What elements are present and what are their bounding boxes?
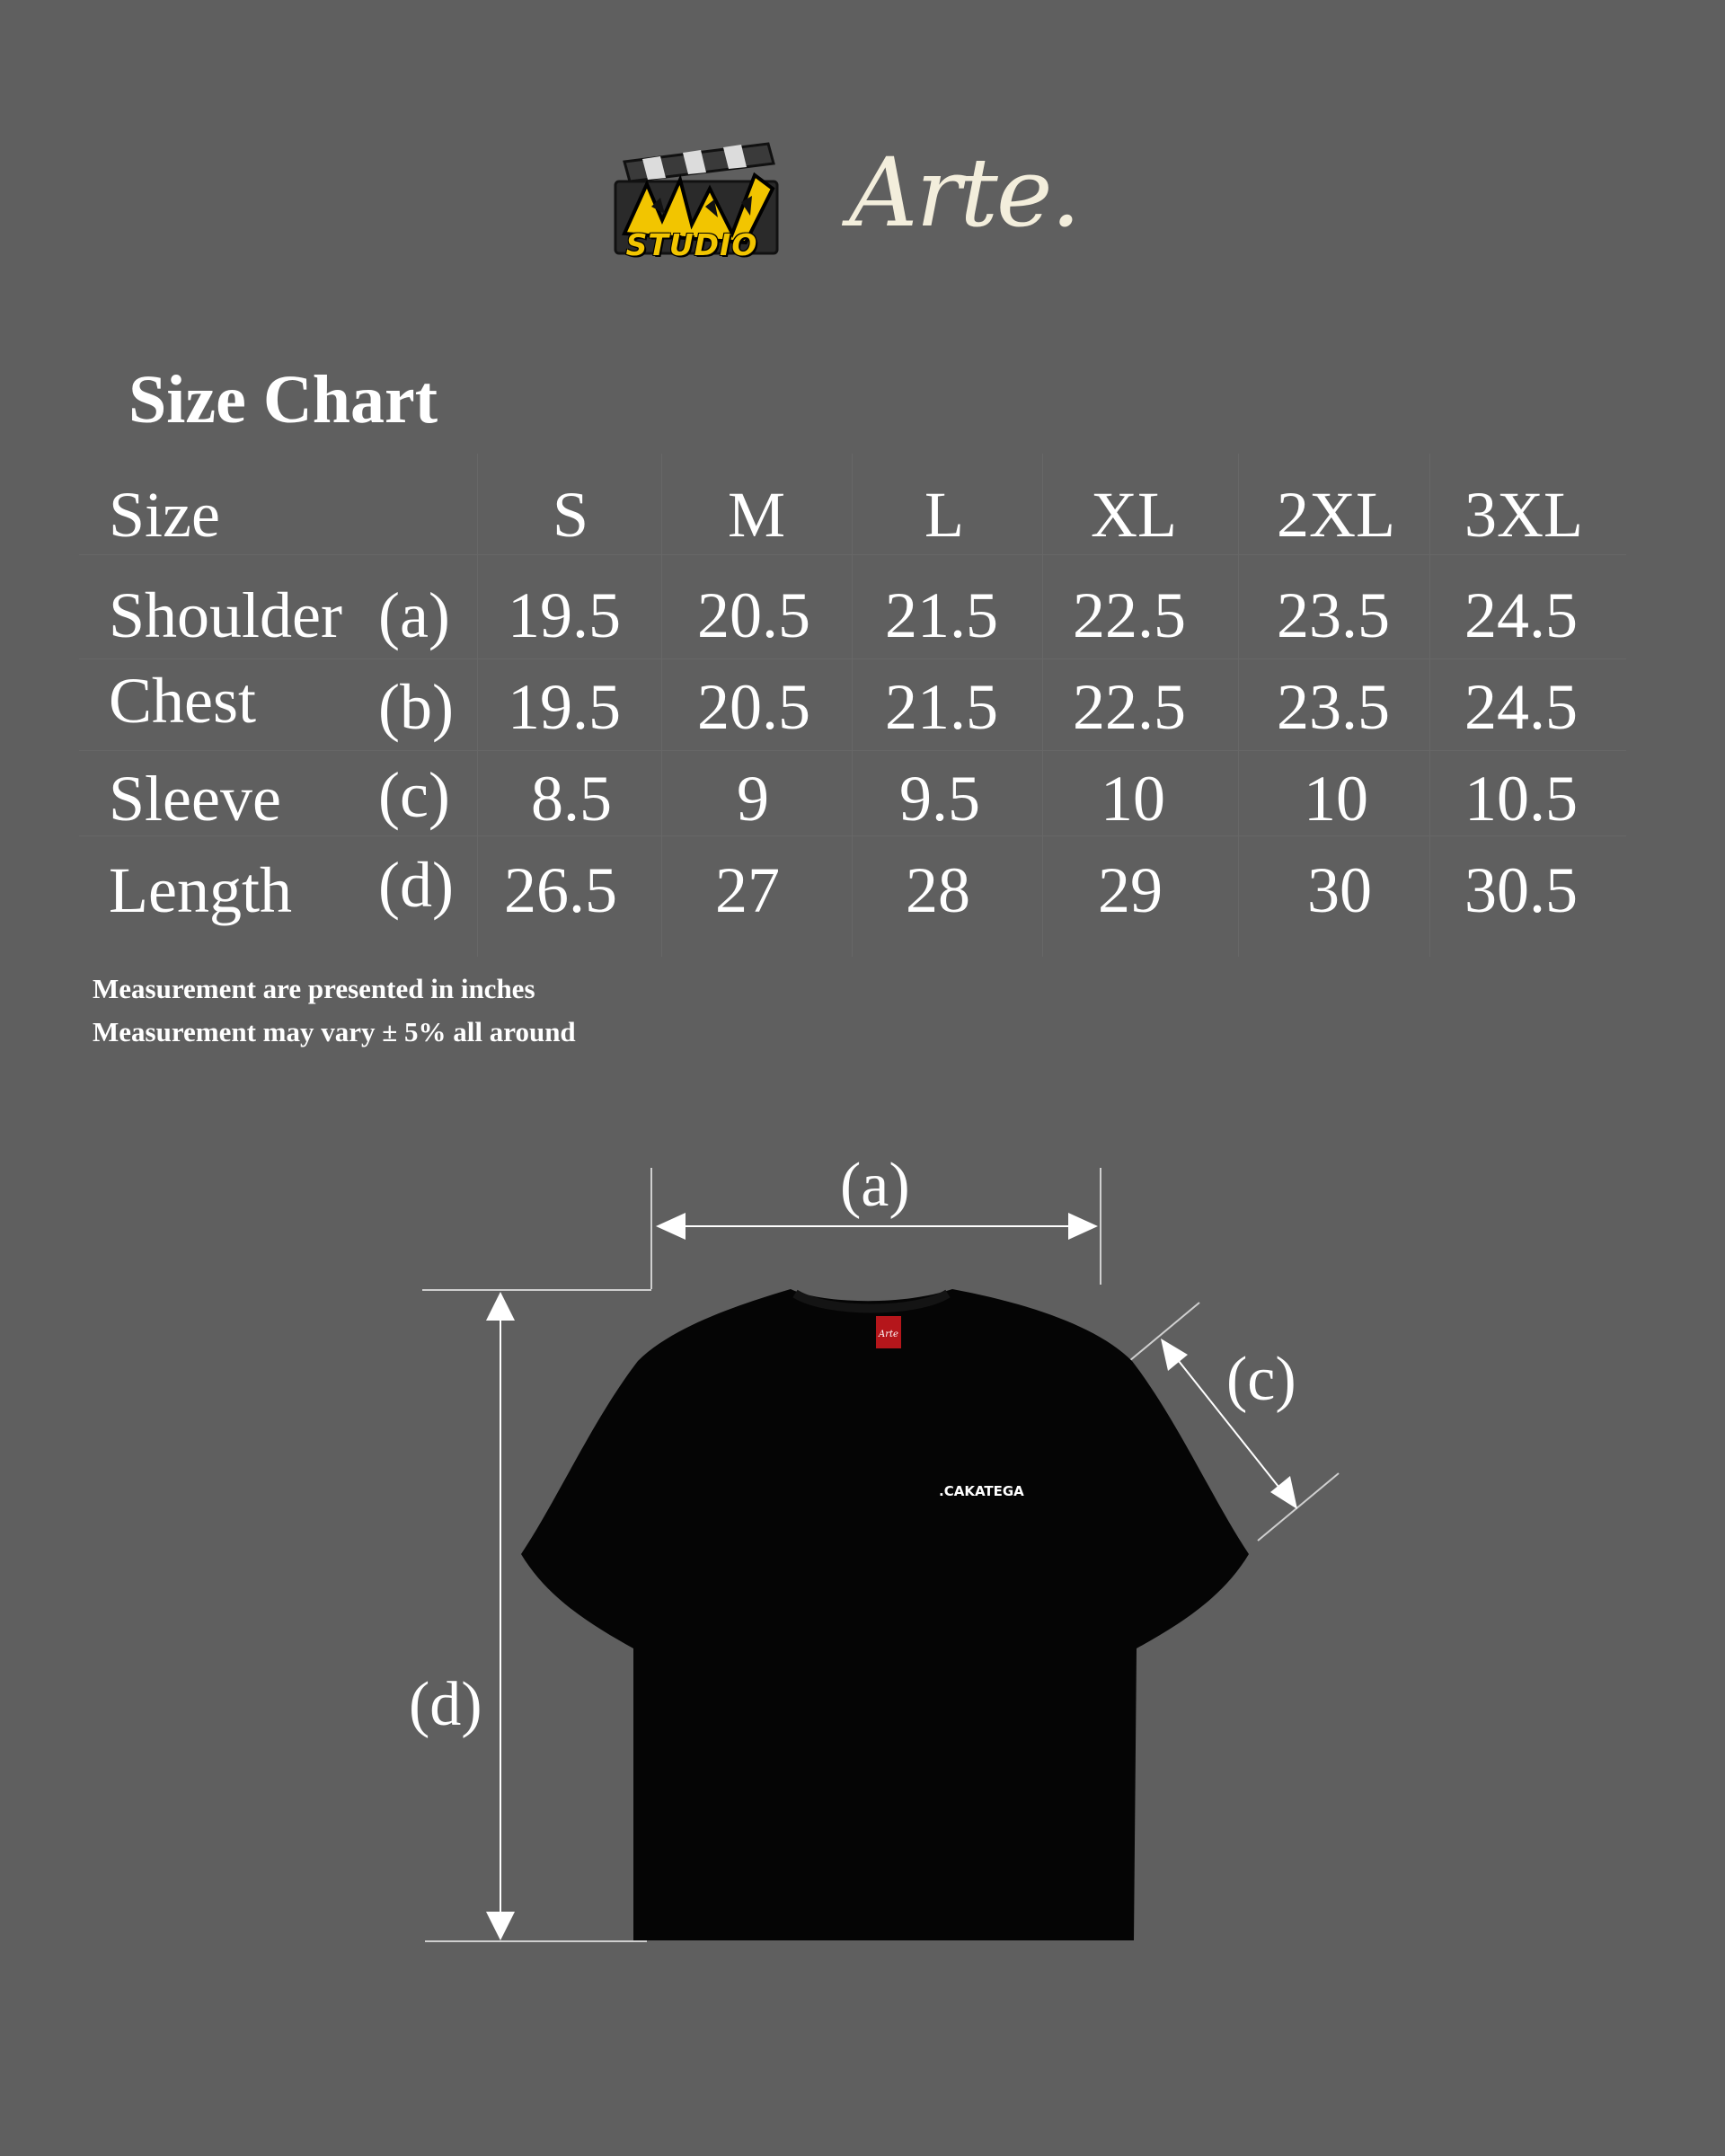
measurement-diagram: [0, 1123, 1725, 1976]
row-shoulder-s: 19.5: [508, 579, 621, 651]
dimension-label-c: (c): [1226, 1345, 1296, 1414]
note-tolerance: Measurement may vary ± 5% all around: [93, 1016, 576, 1047]
row-chest-xl: 22.5: [1073, 671, 1186, 743]
row-shoulder-m: 20.5: [697, 579, 810, 651]
row-shoulder-2xl: 23.5: [1277, 579, 1390, 651]
note-units: Measurement are presented in inches: [93, 973, 535, 1004]
tshirt-graphic: [521, 1289, 1249, 1940]
header-size-2xl: 2XL: [1277, 479, 1395, 551]
row-sleeve-l: 9.5: [899, 763, 980, 835]
row-chest-m: 20.5: [697, 671, 810, 743]
arrow-head-right: [1068, 1213, 1098, 1240]
row-chest-2xl: 23.5: [1277, 671, 1390, 743]
row-chest-l: 21.5: [885, 671, 998, 743]
arrow-head-top: [486, 1292, 515, 1321]
row-length-2xl: 30: [1307, 854, 1372, 926]
row-shoulder-code: (a): [378, 579, 450, 651]
header-size-label: Size: [109, 479, 220, 551]
row-shoulder-xl: 22.5: [1073, 579, 1186, 651]
row-chest-name: Chest: [109, 665, 257, 737]
row-chest-s: 19.5: [508, 671, 621, 743]
header-size-xl: XL: [1091, 479, 1177, 551]
grid-line: [1238, 454, 1239, 957]
dimension-label-d: (d): [409, 1670, 482, 1739]
grid-line: [1042, 454, 1043, 957]
grid-line: [79, 750, 1626, 751]
grid-line: [661, 454, 662, 957]
dimension-label-a: (a): [840, 1151, 910, 1220]
header-size-l: L: [924, 479, 964, 551]
row-sleeve-3xl: 10.5: [1464, 763, 1578, 835]
neck-tag-text: Arte: [879, 1330, 898, 1339]
row-length-m: 27: [715, 854, 780, 926]
row-sleeve-2xl: 10: [1304, 763, 1368, 835]
row-sleeve-name: Sleeve: [109, 763, 281, 835]
page-title: Size Chart: [128, 362, 438, 437]
header-size-m: M: [728, 479, 786, 551]
studio-logo-text: STUDIO: [625, 227, 758, 262]
row-length-name: Length: [109, 854, 292, 926]
row-shoulder-3xl: 24.5: [1464, 579, 1578, 651]
shirt-print-text: .CAKATEGA: [939, 1483, 1024, 1499]
row-chest-code: (b): [378, 671, 454, 743]
header-size-s: S: [553, 479, 589, 551]
row-length-3xl: 30.5: [1464, 854, 1578, 926]
grid-line: [79, 835, 1626, 836]
header-size-3xl: 3XL: [1464, 479, 1583, 551]
row-length-xl: 29: [1098, 854, 1163, 926]
grid-line: [852, 454, 853, 957]
row-sleeve-xl: 10: [1101, 763, 1165, 835]
row-length-code: (d): [378, 849, 454, 921]
arte-logo: Arte.: [849, 137, 1080, 248]
row-sleeve-code: (c): [378, 759, 450, 831]
row-length-l: 28: [906, 854, 970, 926]
row-chest-3xl: 24.5: [1464, 671, 1578, 743]
grid-line: [477, 454, 478, 957]
arrow-head-bottom: [486, 1912, 515, 1940]
row-shoulder-l: 21.5: [885, 579, 998, 651]
row-length-s: 26.5: [504, 854, 617, 926]
row-sleeve-s: 8.5: [531, 763, 612, 835]
size-chart-table: [79, 454, 1626, 957]
row-sleeve-m: 9: [737, 763, 769, 835]
grid-line: [1429, 454, 1430, 957]
arrow-head-left: [656, 1213, 686, 1240]
row-shoulder-name: Shoulder: [109, 579, 342, 651]
